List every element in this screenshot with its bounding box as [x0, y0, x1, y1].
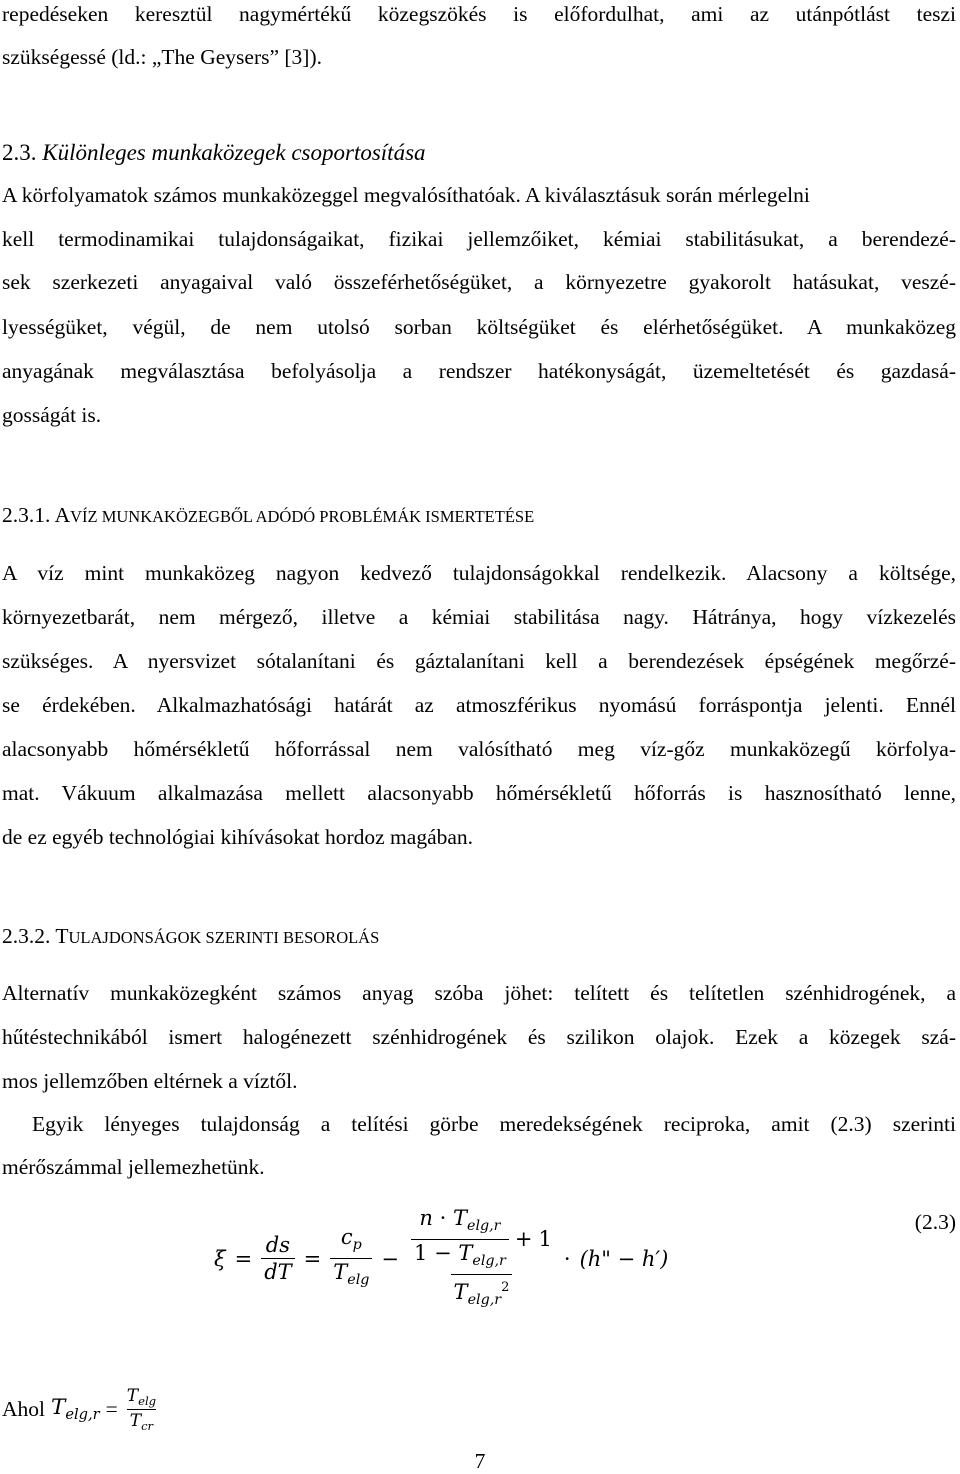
section-line-4: lyességüket, végül, de nem utolsó sorban költségüket és elérhetőségüket. A munkaközeg: [2, 315, 956, 339]
ahol-elg-sub: elg: [138, 1394, 157, 1409]
eq-T-4: T: [453, 1279, 468, 1304]
sub1-line-3: szükséges. A nyersvizet sótalanítani és gáztalanítani kell a berendezések épségének megőrzé-: [2, 649, 956, 673]
eq-Telg: [330, 1258, 372, 1292]
eq-plus: +: [514, 1227, 533, 1252]
section-line-1: A körfolyamatok számos munkaközeggel megvalósíthatóak. A kiválasztásuk során mérlegelni: [2, 183, 810, 207]
eq-inner-num: [416, 1206, 503, 1239]
subsection-heading-2: [2, 922, 379, 952]
eq-elgr-sub-2: elg,r: [472, 1252, 506, 1269]
subsection-title-1: VÍZ MUNKAKÖZEGBŐL ADÓDÓ PROBLÉMÁK ISMERTETÉSE: [70, 507, 535, 526]
equation-2-3: [214, 1206, 668, 1312]
eq-n: n: [419, 1206, 433, 1230]
subsection-number-1: 2.3.1.: [2, 503, 51, 527]
eq-inner-den: [411, 1239, 509, 1273]
sub1-line-6: mat. Vákuum alkalmazása mellett alacsonyabb hőmérsékletű hőforrás is hasznosítható lenne,: [2, 781, 956, 805]
section-title: Különleges munkaközegek csoportosítása: [42, 140, 426, 165]
ahol-Telgr: [51, 1395, 100, 1423]
sub1-line-7: de ez egyéb technológiai kihívásokat hordoz magában.: [2, 825, 474, 849]
eq-big-frac: [408, 1206, 555, 1312]
section-line-3: sek szerkezeti anyagaival való összeférhetőségüket, a környezetre gyakorolt hatásukat, veszé-: [2, 270, 956, 294]
eq-T-3: T: [458, 1240, 473, 1265]
eq-inner-frac: [411, 1206, 509, 1273]
sub2-line-3: mos jellemzőben eltérnek a víztől.: [2, 1069, 298, 1093]
eq-dot-2: ·: [563, 1246, 571, 1271]
sub2-line-1: Alternatív munkaközegként számos anyag szóba jöhet: telített és telítetlen szénhidrogének, a: [2, 981, 956, 1005]
subsection-heading-1: [2, 501, 534, 531]
subsection-number-2: 2.3.2.: [2, 924, 51, 948]
sub2-para2-line-2: mérőszámmal jellemezhetünk.: [2, 1155, 265, 1179]
eq-T-1: T: [333, 1260, 348, 1285]
subsection-cap-1: A: [54, 503, 71, 527]
eq-squared: 2: [501, 1279, 510, 1295]
eq-equals-1: =: [234, 1246, 253, 1271]
eq-cp-sub: p: [352, 1237, 362, 1254]
section-line-5: anyagának megválasztása befolyásolja a rendszer hatékonyságát, üzemeltetését és gazdasá-: [2, 359, 956, 383]
ahol-den: [127, 1409, 156, 1433]
intro-line-1: repedéseken keresztül nagymértékű közegszökés is előfordulhat, ami az utánpótlást teszi: [2, 2, 956, 26]
eq-minus-1: −: [381, 1246, 400, 1271]
ahol-frac: [124, 1386, 159, 1433]
sub2-line-2: hűtéstechnikából ismert halogénezett szénhidrogének és szilikon olajok. Ezek a közegek szá-: [2, 1025, 956, 1049]
equation-number: (2.3): [914, 1210, 956, 1234]
subsection-cap-2: T: [55, 924, 69, 948]
section-line-6: gosságát is.: [2, 403, 102, 427]
subsection-title-2: ULAJDONSÁGOK SZERINTI BESOROLÁS: [68, 928, 380, 947]
section-number: 2.3.: [2, 140, 37, 165]
eq-dot: ·: [439, 1206, 447, 1230]
sub1-line-4: se érdekében. Alkalmazhatósági határát az atmoszférikus nyomású forráspontja jelenti. Ennél: [2, 693, 956, 717]
eq-cp: [338, 1225, 365, 1258]
eq-equals-2: =: [303, 1246, 322, 1271]
intro-line-2: szükségessé (ld.: „The Geysers” [3]).: [2, 45, 322, 69]
eq-elgr-sub-3: elg,r: [467, 1291, 502, 1308]
sub1-line-1: A víz mint munkaközeg nagyon kedvező tulajdonságokkal rendelkezik. Alacsony a költsége,: [2, 561, 956, 585]
ahol-elgr-sub: elg,r: [65, 1406, 100, 1424]
sub2-para2-line-1: Egyik lényeges tulajdonság a telítési görbe meredekségének reciproka, amit (2.3) szerinti: [32, 1112, 956, 1136]
eq-one-2: 1: [538, 1227, 552, 1252]
sub1-line-2: környezetbarát, nem mérgező, illetve a kémiai stabilitása nagy. Hátránya, hogy vízkezelés: [2, 605, 956, 629]
eq-big-numerator: [408, 1206, 555, 1274]
eq-xi: ξ: [214, 1246, 226, 1271]
eq-elg-sub-1: elg: [347, 1272, 370, 1289]
eq-big-denominator: [451, 1274, 513, 1312]
ahol-label: Ahol: [2, 1397, 45, 1422]
section-heading: [2, 139, 426, 167]
ahol-T-num: T: [126, 1386, 139, 1406]
sub1-line-5: alacsonyabb hőmérsékletű hőforrással nem valósítható meg víz-gőz munkaközegű körfolya-: [2, 737, 956, 761]
ahol-definition: [2, 1386, 159, 1433]
page-number: 7: [474, 1449, 486, 1473]
eq-frac-ds-dT: [261, 1233, 294, 1284]
eq-elgr-sub-1: elg,r: [467, 1217, 501, 1234]
ahol-num: [124, 1386, 159, 1409]
section-line-2: kell termodinamikai tulajdonságaikat, fizikai jellemzőiket, kémiai stabilitásukat, a berendezé-: [2, 227, 956, 251]
eq-T-2: T: [452, 1206, 467, 1230]
eq-h-diff: (h" − h′): [579, 1246, 669, 1271]
eq-frac-cp-Telg: [330, 1225, 372, 1292]
ahol-equals: =: [105, 1397, 118, 1422]
eq-one-1: 1: [414, 1240, 428, 1265]
eq-ds: ds: [265, 1233, 291, 1258]
eq-minus-2: −: [434, 1240, 452, 1265]
ahol-T-den: T: [129, 1411, 142, 1432]
eq-dT: dT: [261, 1258, 294, 1284]
ahol-T: T: [51, 1395, 66, 1421]
ahol-cr-sub: cr: [141, 1419, 154, 1434]
eq-cp-c: c: [340, 1225, 353, 1250]
